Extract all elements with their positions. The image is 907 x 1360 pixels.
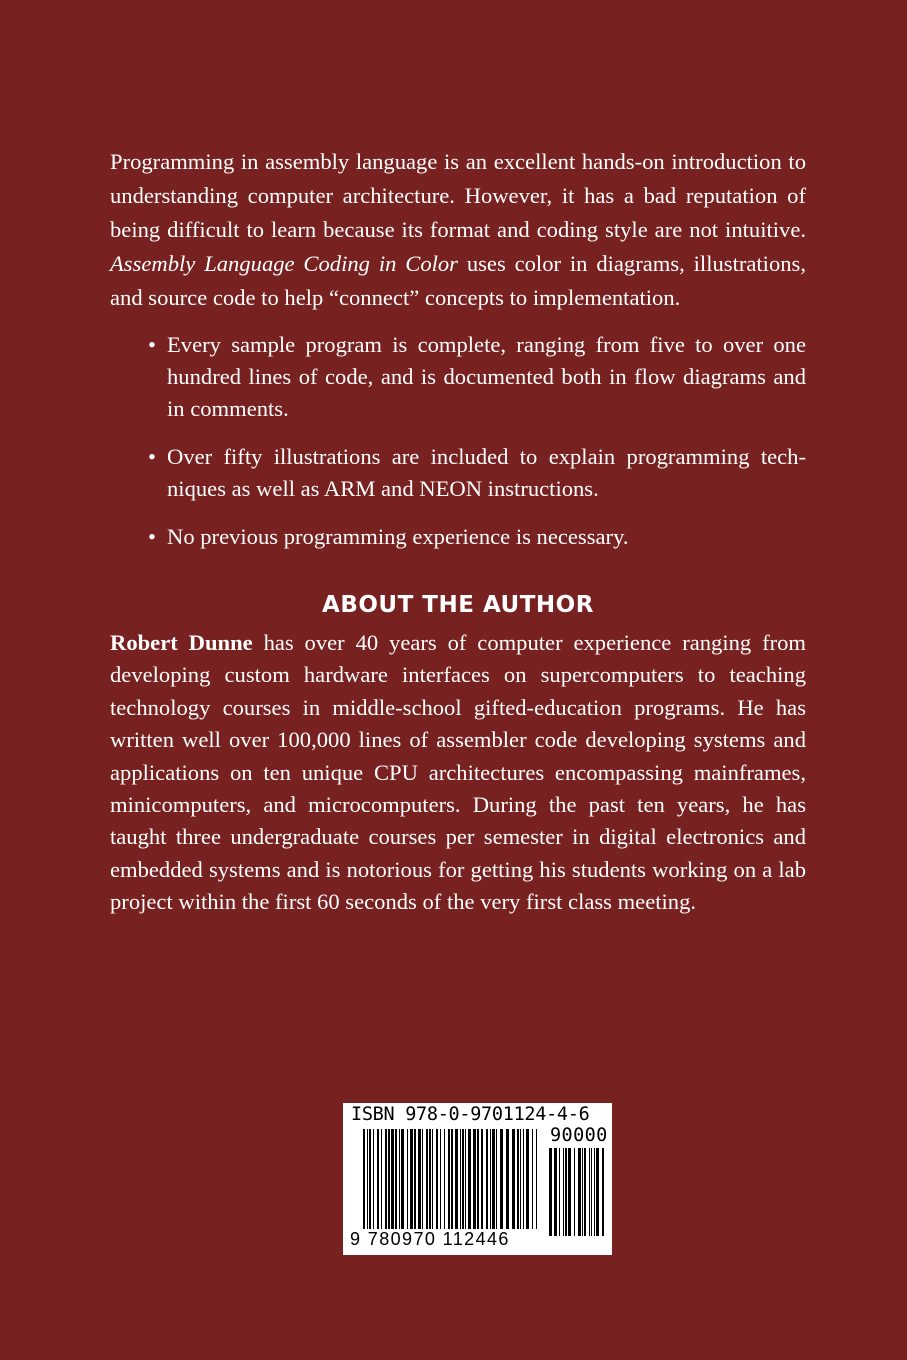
bullet-text: Every sample program is complete, ranging from five to over one hundred lines of code, and is documented both in flow diagrams and in comments. [167, 332, 806, 421]
list-item [110, 441, 806, 505]
feature-list [110, 329, 806, 553]
bullet-text: Over fifty illustrations are included to explain programming techniques as well as ARM and NEON instructions. [167, 444, 806, 501]
intro-paragraph [110, 145, 806, 315]
author-bio [110, 627, 806, 919]
ean-digits: 9 780970 112446 [350, 1229, 510, 1249]
back-cover-content [110, 145, 806, 919]
intro-text: Programming in assembly language is an excellent hands-on introduction to understanding computer architecture. However, it has a bad reputation of being difficult to learn because its format and coding style are not intuitive. [110, 149, 806, 242]
price-code: 90000 [550, 1125, 608, 1146]
bullet-icon: • [148, 444, 156, 469]
book-title: Assembly Language Coding in Color [110, 251, 458, 276]
bullet-text: No previous programming experience is necessary. [167, 524, 629, 549]
isbn-barcode [343, 1103, 612, 1255]
list-item [110, 329, 806, 425]
isbn-label: ISBN 978-0-9701124-4-6 [351, 1104, 590, 1125]
bullet-icon: • [148, 524, 156, 549]
intro-text-after: uses color in diagrams, illustrations, and source code to help “connect” concepts to implementation. [110, 251, 806, 310]
author-name: Robert Dunne [110, 630, 253, 655]
about-author-heading: ABOUT THE AUTHOR [322, 592, 594, 618]
author-bio-text: has over 40 years of computer experience ranging from developing custom hardware interfaces on supercomputers to teaching technology courses in middle-school gifted-education programs. He has written well over 100,000 lines of assembler code developing systems and applications on ten unique CPU architectures encompassing mainframes, minicomputers, and microcomputers. During the past ten years, he has taught three undergraduate courses per semester in digital electronics and embedded systems and is notorious for getting his students working on a lab project within the first 60 seconds of the very first class meeting. [110, 630, 807, 915]
bullet-icon: • [148, 332, 156, 357]
list-item [110, 521, 806, 553]
